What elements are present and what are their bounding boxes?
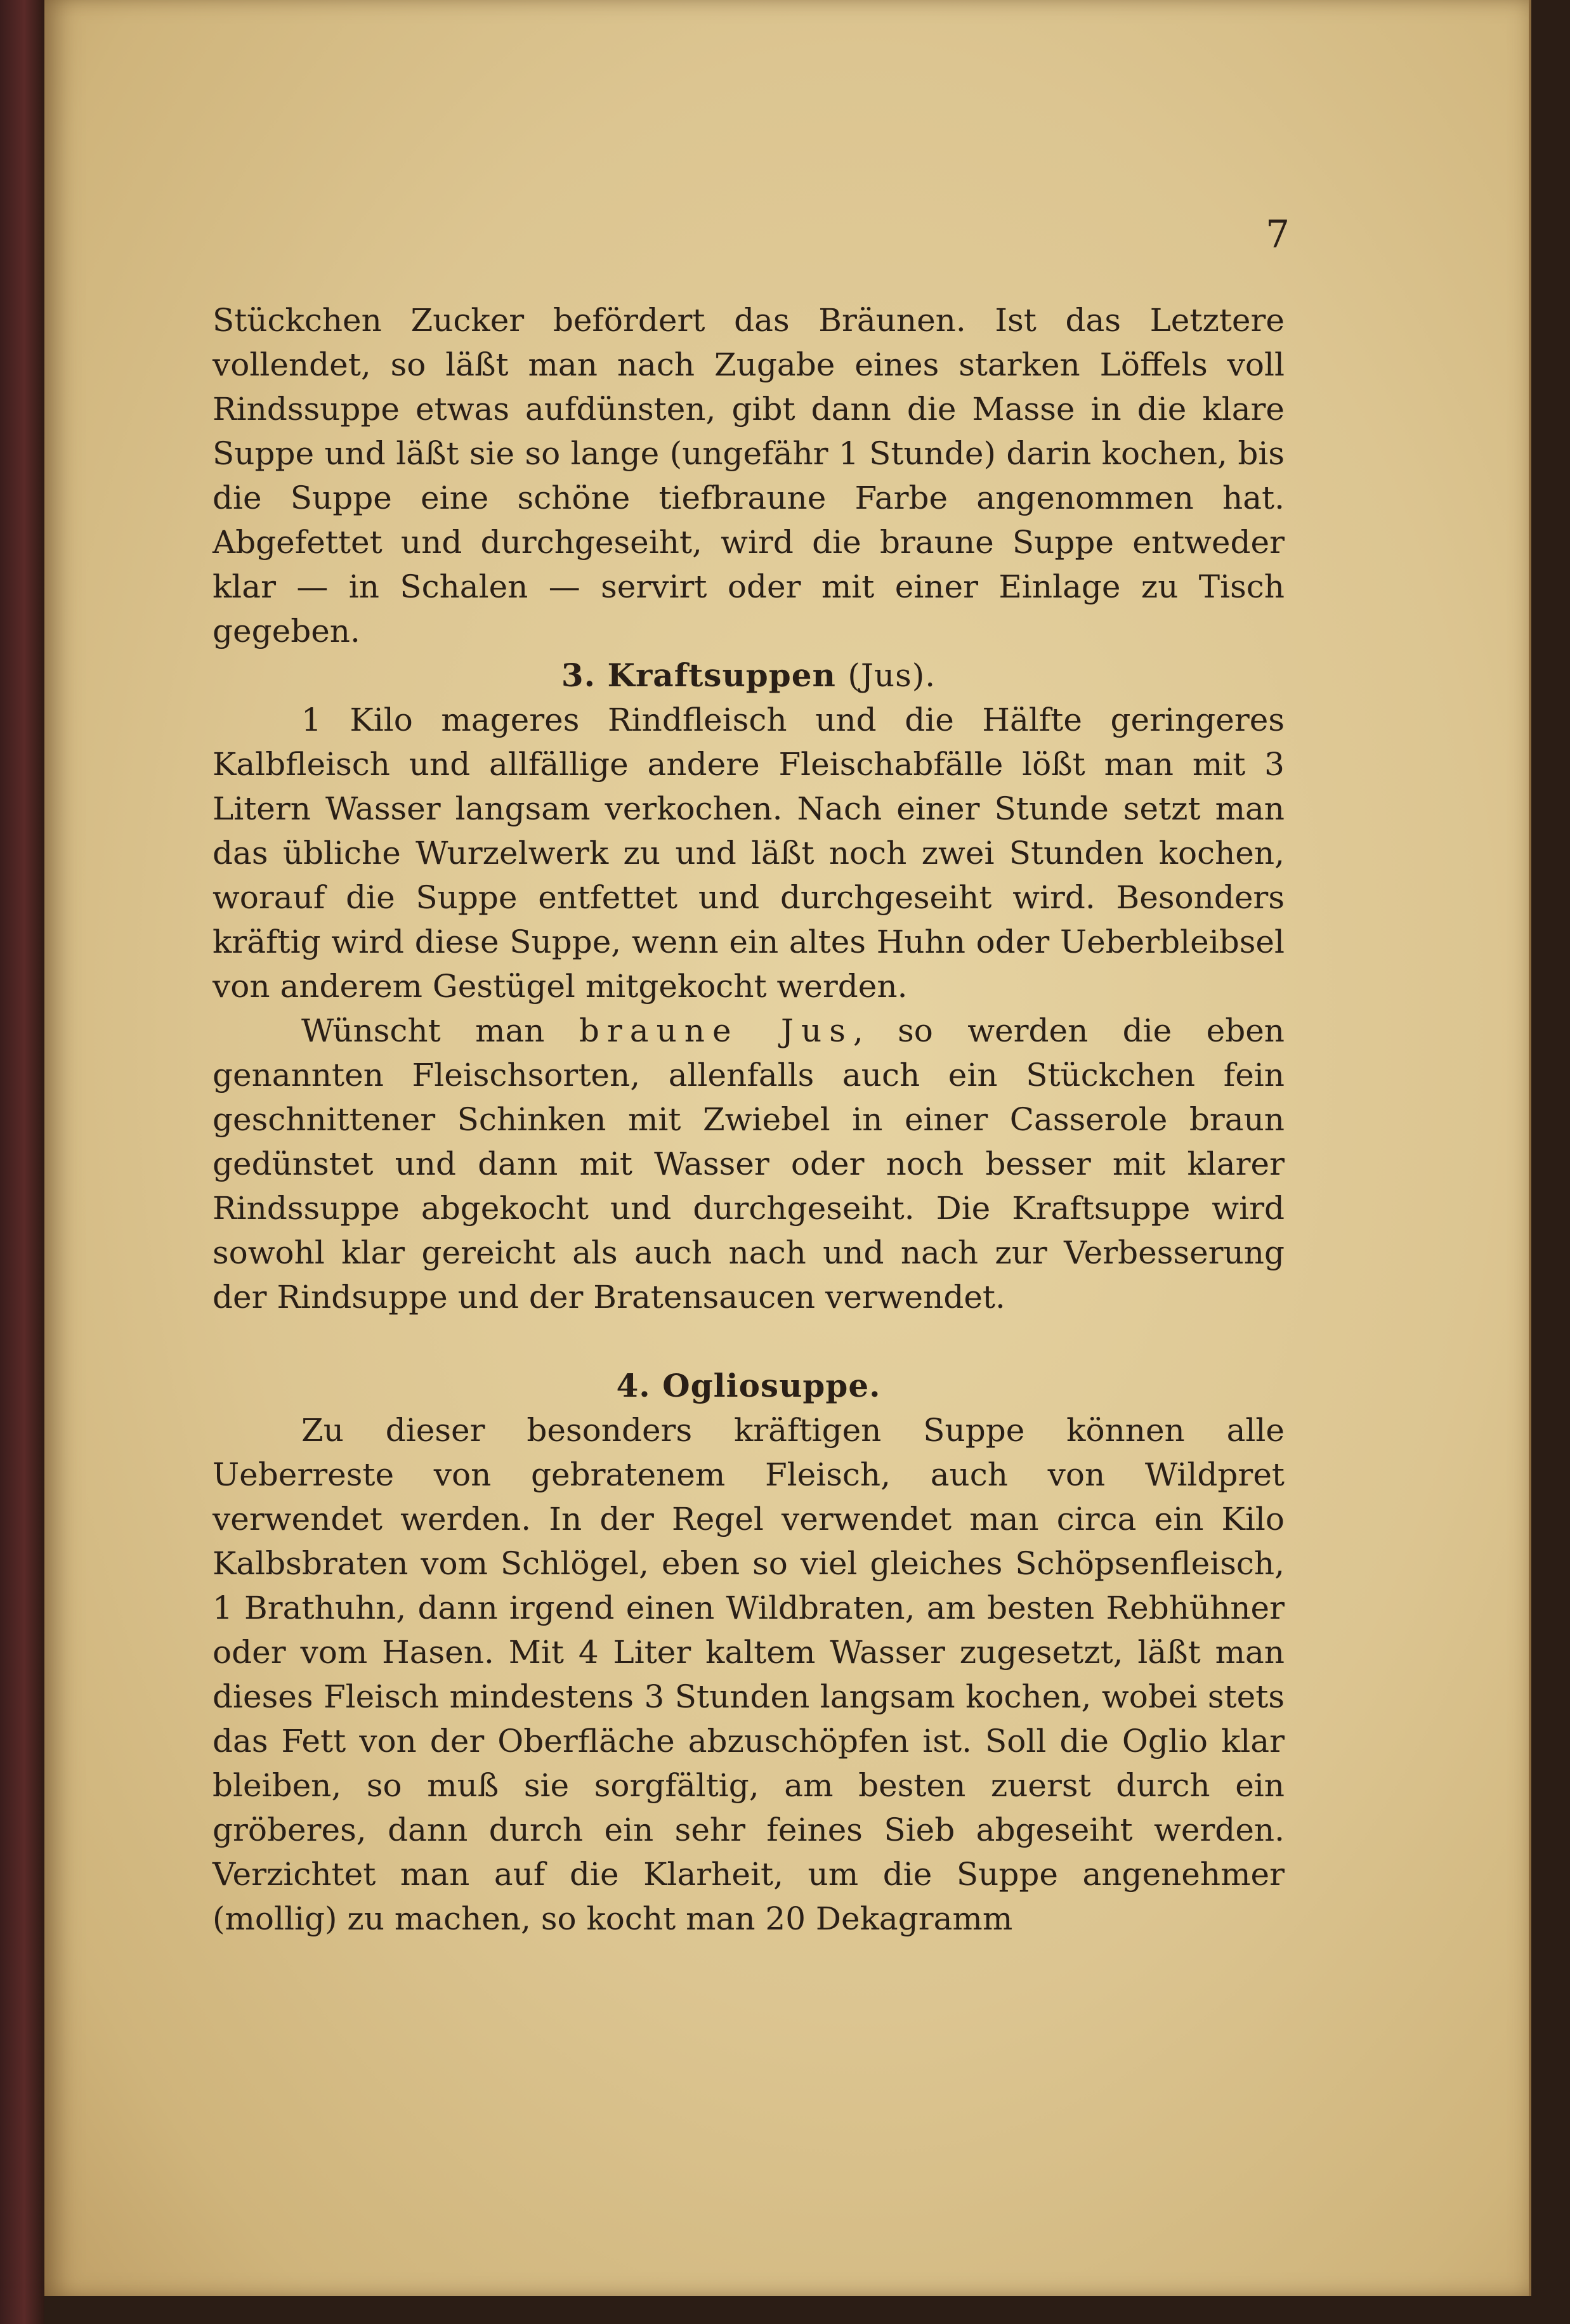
book-binding [0, 0, 44, 2324]
section-title: Ogliosuppe. [662, 1367, 881, 1404]
section-number: 4. [616, 1367, 651, 1404]
paragraph-ogliosuppe: Zu dieser besonders kräftigen Suppe können alle Ueberreste von gebratenem Fleisch, auch von Wildpret verwendet werden. In der Regel verwendet man circa ein Kilo Kalbsbraten vom Schlögel, eben so viel gleiches Schöpsenfleisch, 1 Brathuhn, dann irgend einen Wildbraten, am besten Rebhühner oder vom Hasen. Mit 4 Liter kaltem Wasser zugesetzt, läßt man dieses Fleisch mindestens 3 Stunden langsam kochen, wobei stets das Fett von der Oberfläche abzuschöpfen ist. Soll die Oglio klar bleiben, so muß sie sorgfältig, am besten zuerst durch ein gröberes, dann durch ein sehr feines Sieb abgeseiht werden. Verzichtet man auf die Klarheit, um die Suppe angenehmer (mollig) zu machen, so kocht man 20 Dekagramm [213, 1412, 1285, 1937]
emphasis-braune-jus: braune Jus [579, 1012, 853, 1049]
paragraph-kraftsuppen: 1 Kilo mageres Rindfleisch und die Hälfte geringeres Kalbfleisch und allfällige andere Fleischabfälle lößt man mit 3 Litern Wasser langsam verkochen. Nach einer Stunde setzt man das übliche Wurzelwerk zu und läßt noch zwei Stunden kochen, worauf die Suppe entfettet und durchgeseiht wird. Besonders kräftig wird diese Suppe, wenn ein altes Huhn oder Ueberbleibsel von anderem Gestügel mitgekocht werden. [213, 702, 1285, 1005]
paragraph-braune-jus [213, 1009, 1285, 1319]
page-body [213, 298, 1285, 1941]
paragraph-braune-jus-rest: , so werden die eben genannten Fleischsorten, allenfalls auch ein Stückchen fein geschnittener Schinken mit Zwiebel in einer Casserole braun gedünstet und dann mit Wasser oder noch besser mit klarer Rindssuppe abgekocht und durchgeseiht. Die Kraftsuppe wird sowohl klar gereicht als auch nach und nach zur Verbesserung der Rindsuppe und der Bratensaucen verwendet. [213, 1012, 1285, 1315]
section-heading-ogliosuppe [213, 1364, 1285, 1408]
section-number: 3. [561, 656, 596, 694]
section-subtitle: (Jus). [847, 657, 936, 694]
paragraph-braune-jus-start: Wünscht man [301, 1012, 579, 1049]
section-heading-kraftsuppen [213, 653, 1285, 698]
page-number: 7 [1266, 212, 1290, 257]
paragraph-continuation: Stückchen Zucker befördert das Bräunen. Ist das Letztere vollendet, so läßt man nach Zugabe eines starken Löffels voll Rindssuppe etwas aufdünsten, gibt dann die Masse in die klare Suppe und läßt sie so lange (ungefähr 1 Stunde) darin kochen, bis die Suppe eine schöne tiefbraune Farbe angenommen hat. Abgefettet und durchgeseiht, wird die braune Suppe entweder klar — in Schalen — servirt oder mit einer Einlage zu Tisch gegeben. [213, 302, 1285, 650]
section-title: Kraftsuppen [607, 656, 836, 694]
